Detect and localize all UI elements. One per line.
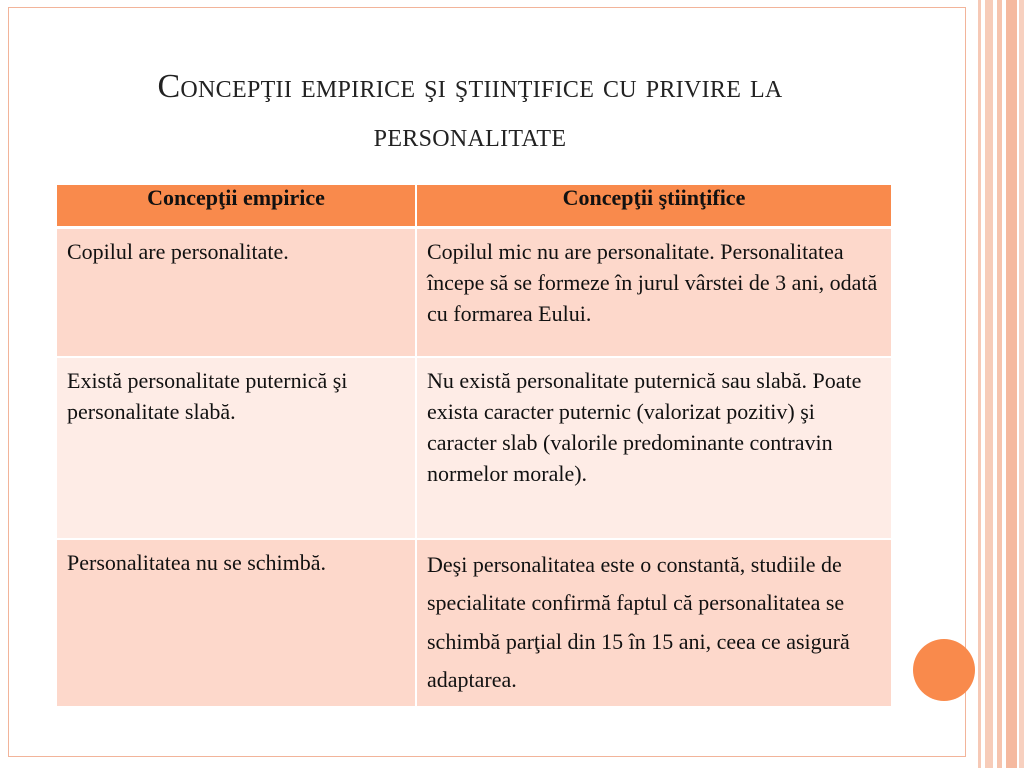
- decorative-stripe: [1006, 0, 1017, 768]
- decorative-stripe: [997, 0, 1002, 768]
- table-header-row: [57, 185, 891, 228]
- table-cell-scientific: Copilul mic nu are personalitate. Personalitatea începe să se formeze în jurul vârstei de 3 ani, odată cu formarea Eului.: [416, 228, 891, 357]
- decorative-stripe: [1019, 0, 1024, 768]
- header-scientific: Concepţii ştiinţifice: [416, 185, 891, 228]
- table-row: [57, 228, 891, 357]
- table-cell-empirical: Copilul are personalitate.: [57, 228, 416, 357]
- table-row: [57, 357, 891, 539]
- header-empirical: Concepţii empirice: [57, 185, 416, 228]
- decorative-stripe: [985, 0, 993, 768]
- decorative-circle: [913, 639, 975, 701]
- table-cell-empirical: Personalitatea nu se schimbă.: [57, 539, 416, 706]
- table-cell-scientific: Deşi personalitatea este o constantă, studiile de specialitate confirmă faptul că personalitatea se schimbă parţial din 15 în 15 ani, ceea ce asigură adaptarea.: [416, 539, 891, 706]
- table-row: [57, 539, 891, 706]
- table-cell-scientific: Nu există personalitate puternică sau slabă. Poate exista caracter puternic (valorizat pozitiv) şi caracter slab (valorile predominante contravin normelor morale).: [416, 357, 891, 539]
- comparison-table: [57, 185, 891, 706]
- table-cell-empirical: Există personalitate puternică şi personalitate slabă.: [57, 357, 416, 539]
- slide-title: Concepţii empirice şi ştiinţifice cu privire la personalitate: [157, 68, 783, 154]
- decorative-stripe: [978, 0, 981, 768]
